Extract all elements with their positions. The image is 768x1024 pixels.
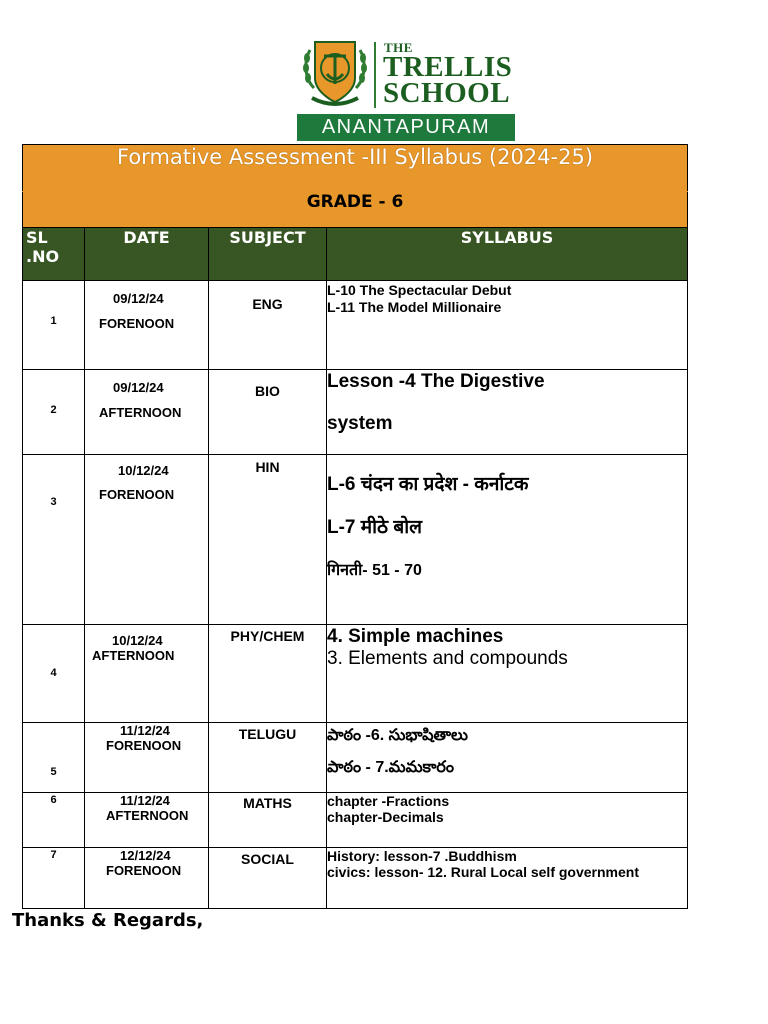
table-row <box>23 625 688 723</box>
syllabus-line: 3. Elements and compounds <box>327 648 568 669</box>
subject-cell <box>209 625 327 723</box>
syllabus-line: History: lesson-7 .Buddhism <box>327 848 517 864</box>
exam-date: 09/12/24 <box>113 291 164 306</box>
sl-no: 7 <box>50 849 57 861</box>
syllabus-cell <box>327 370 688 455</box>
subject: MATHS <box>243 795 292 811</box>
syllabus-line: chapter -Fractions <box>327 793 450 809</box>
syllabus-line: chapter-Decimals <box>327 809 444 825</box>
date-cell <box>85 625 209 723</box>
date-cell <box>85 723 209 793</box>
subject-cell <box>209 848 327 909</box>
subject: BIO <box>255 383 280 399</box>
school-logo <box>296 38 516 142</box>
header-sl-no: SL .NO <box>23 228 85 281</box>
logo-location: ANANTAPURAM <box>297 114 515 141</box>
header-syllabus: SYLLABUS <box>327 228 688 281</box>
syllabus-cell <box>327 625 688 723</box>
sl-no: 6 <box>50 794 57 806</box>
syllabus-table <box>22 144 688 909</box>
logo-name-line2: SCHOOL <box>383 77 511 109</box>
syllabus-line: L-11 The Model Millionaire <box>327 299 502 315</box>
closing-text: Thanks & Regards, <box>12 910 204 931</box>
sl-no-cell <box>23 281 85 370</box>
table-title: Formative Assessment -III Syllabus (2024-25) <box>23 145 688 192</box>
exam-date: 10/12/24 <box>112 633 163 648</box>
sl-no: 5 <box>50 766 57 778</box>
table-row <box>23 723 688 793</box>
subject-cell <box>209 370 327 455</box>
syllabus-cell <box>327 281 688 370</box>
syllabus-line: गिनती- 51 - 70 <box>327 562 422 579</box>
exam-session: FORENOON <box>99 487 175 502</box>
date-cell <box>85 281 209 370</box>
subject-cell <box>209 281 327 370</box>
subject-cell <box>209 723 327 793</box>
grade-label: GRADE - 6 <box>23 192 688 228</box>
exam-date: 10/12/24 <box>118 463 169 478</box>
exam-session: FORENOON <box>106 738 182 753</box>
subject: HIN <box>255 459 280 475</box>
table-row <box>23 455 688 625</box>
exam-session: AFTERNOON <box>99 405 182 420</box>
syllabus-line: పాఠం - 7.మమకారం <box>327 759 454 776</box>
syllabus-line: L-10 The Spectacular Debut <box>327 282 512 298</box>
sl-no: 3 <box>50 496 57 508</box>
exam-date: 12/12/24 <box>120 848 171 863</box>
exam-session: FORENOON <box>106 863 182 878</box>
sl-no: 1 <box>50 315 57 327</box>
subject-cell <box>209 455 327 625</box>
subject: PHY/CHEM <box>230 628 305 644</box>
sl-no-cell <box>23 625 85 723</box>
exam-session: AFTERNOON <box>92 648 175 663</box>
sl-no-cell <box>23 370 85 455</box>
subject: ENG <box>252 296 283 312</box>
table-row <box>23 281 688 370</box>
header-date: DATE <box>85 228 209 281</box>
trellis-emblem-icon <box>300 38 370 112</box>
sl-no-cell <box>23 723 85 793</box>
exam-session: FORENOON <box>99 316 175 331</box>
subject-cell <box>209 793 327 848</box>
table-row <box>23 848 688 909</box>
sl-no: 2 <box>50 404 57 416</box>
header-subject: SUBJECT <box>209 228 327 281</box>
sl-no: 4 <box>50 667 57 679</box>
logo-the: THE <box>384 40 413 55</box>
syllabus-line: civics: lesson- 12. Rural Local self government <box>327 864 639 880</box>
logo-name-line1: TRELLIS <box>383 51 513 83</box>
date-cell <box>85 370 209 455</box>
sl-no-cell <box>23 455 85 625</box>
exam-session: AFTERNOON <box>106 808 189 823</box>
table-row <box>23 793 688 848</box>
syllabus-line: పాఠం -6. సుభాషితాలు <box>327 727 468 744</box>
syllabus-line: system <box>327 413 393 434</box>
syllabus-cell <box>327 455 688 625</box>
syllabus-line: Lesson -4 The Digestive <box>327 371 545 392</box>
syllabus-cell <box>327 793 688 848</box>
date-cell <box>85 455 209 625</box>
syllabus-cell <box>327 723 688 793</box>
syllabus-line: 4. Simple machines <box>327 626 504 647</box>
sl-no-cell <box>23 848 85 909</box>
subject: TELUGU <box>238 726 297 742</box>
exam-date: 11/12/24 <box>120 723 170 738</box>
syllabus-cell <box>327 848 688 909</box>
syllabus-line: L-6 चंदन का प्रदेश - कर्नाटक <box>327 474 529 495</box>
logo-divider <box>374 42 376 108</box>
date-cell <box>85 848 209 909</box>
table-row <box>23 370 688 455</box>
subject: SOCIAL <box>241 851 294 867</box>
table-header-row <box>23 228 688 281</box>
date-cell <box>85 793 209 848</box>
syllabus-line: L-7 मीठे बोल <box>327 517 423 538</box>
exam-date: 09/12/24 <box>113 380 164 395</box>
exam-date: 11/12/24 <box>120 793 170 808</box>
sl-no-cell <box>23 793 85 848</box>
